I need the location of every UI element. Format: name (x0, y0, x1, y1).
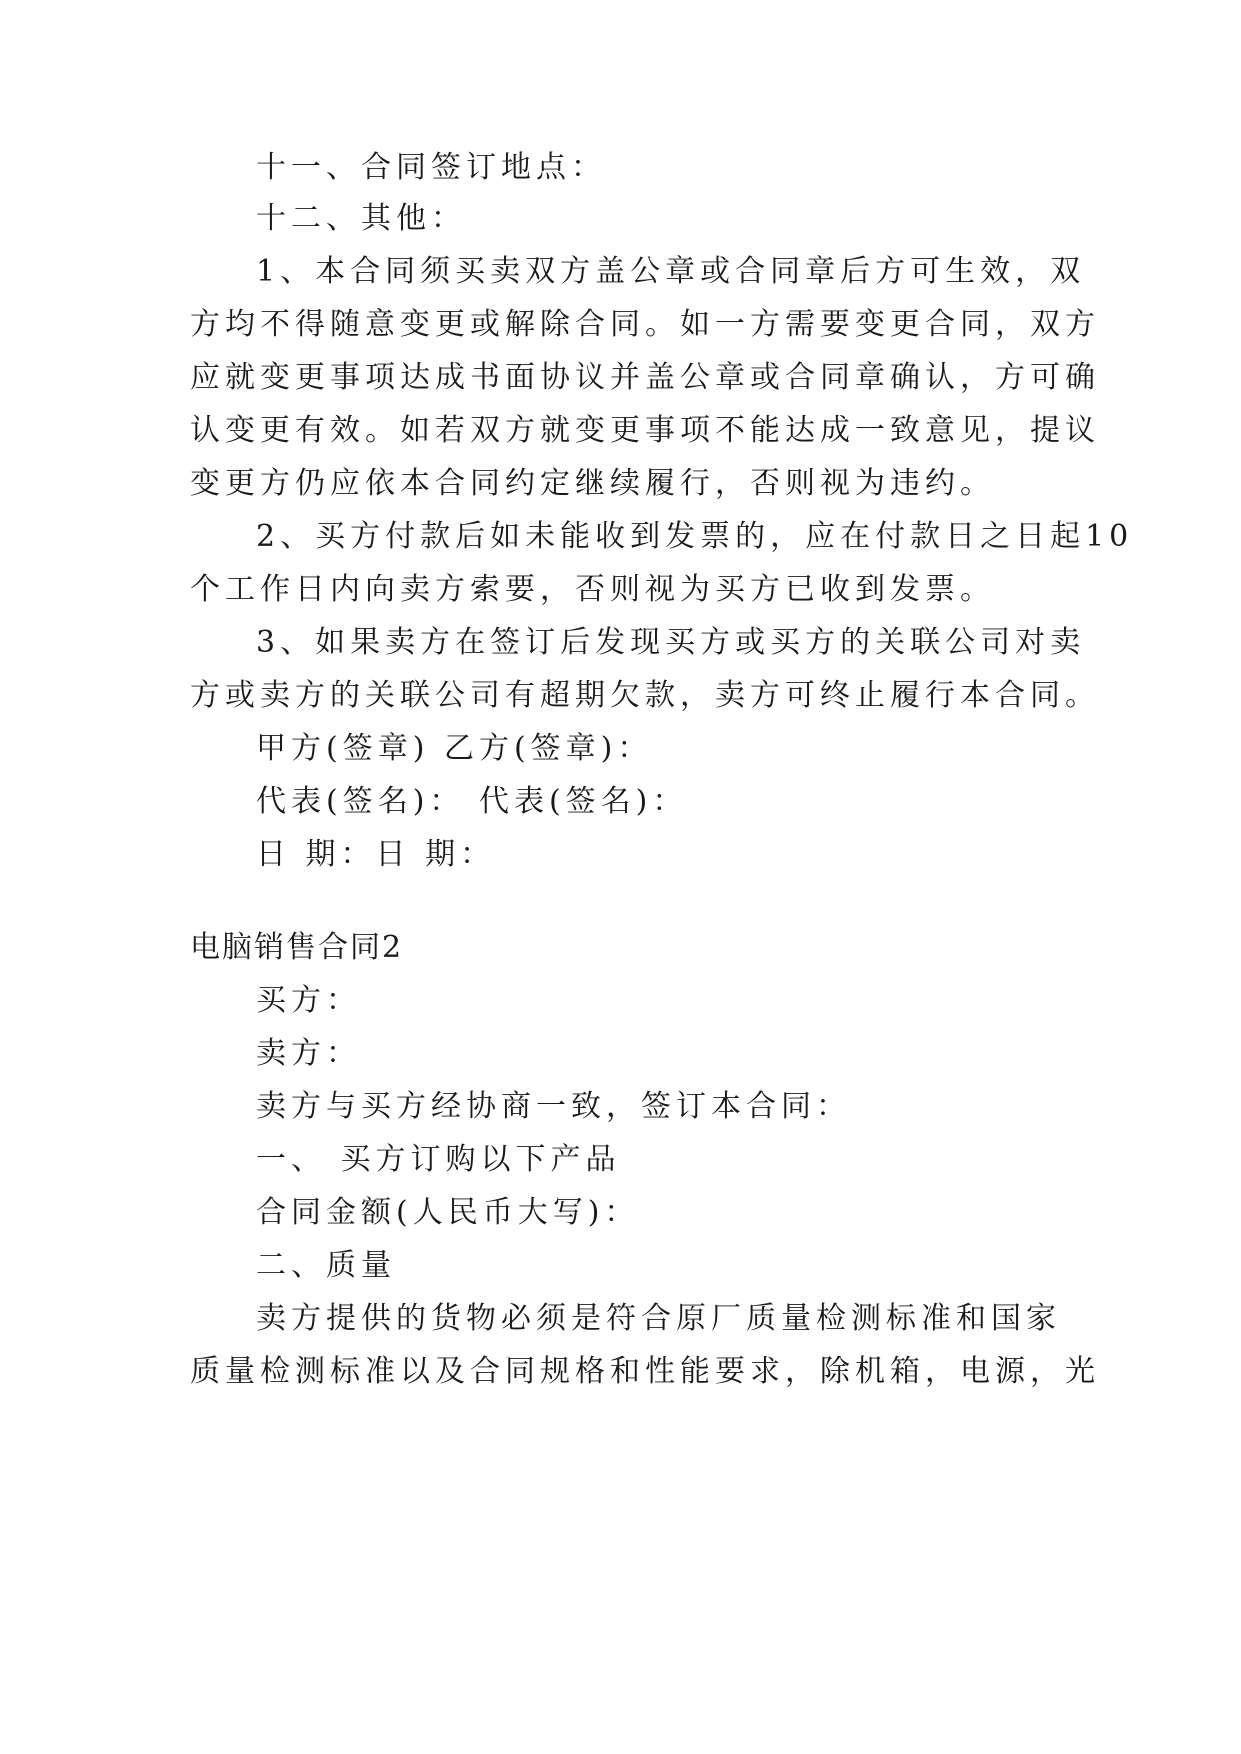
section-one-heading: 一、 买方订购以下产品 (256, 1142, 621, 1177)
item2-line1: 2、买方付款后如未能收到发票的，应在付款日之日起10 (256, 519, 1134, 554)
item1-line4: 认变更有效。如若双方就变更事项不能达成一致意见，提议 (190, 413, 1100, 448)
item3-line1: 3、如果卖方在签订后发现买方或买方的关联公司对卖 (256, 625, 1086, 660)
seller-label: 卖方： (256, 1036, 361, 1071)
contract-preamble: 卖方与买方经协商一致，签订本合同： (256, 1089, 851, 1124)
section-two-heading: 二、质量 (256, 1248, 396, 1283)
second-contract-title: 电脑销售合同2 (190, 930, 404, 965)
signature-parties: 甲方(签章) 乙方(签章)： (256, 731, 653, 766)
item1-line3: 应就变更事项达成书面协议并盖公章或合同章确认，方可确 (190, 360, 1100, 395)
signature-dates: 日 期：日 期： (256, 837, 496, 872)
item2-line2: 个工作日内向卖方索要，否则视为买方已收到发票。 (190, 572, 995, 607)
item1-line5: 变更方仍应依本合同约定继续履行，否则视为违约。 (190, 466, 995, 501)
contract-amount: 合同金额(人民币大写)： (256, 1195, 640, 1230)
item1-line2: 方均不得随意变更或解除合同。如一方需要变更合同，双方 (190, 307, 1100, 342)
buyer-label: 买方： (256, 983, 361, 1018)
quality-line1: 卖方提供的货物必须是符合原厂质量检测标准和国家 (256, 1301, 1061, 1336)
quality-line2: 质量检测标准以及合同规格和性能要求，除机箱，电源，光 (190, 1354, 1100, 1389)
clause-eleven: 十一、合同签订地点： (256, 150, 606, 185)
item3-line2: 方或卖方的关联公司有超期欠款，卖方可终止履行本合同。 (190, 678, 1100, 713)
clause-twelve: 十二、其他： (256, 201, 466, 236)
signature-representatives: 代表(签名)： 代表(签名)： (256, 784, 688, 819)
item1-line1: 1、本合同须买卖双方盖公章或合同章后方可生效，双 (256, 254, 1086, 289)
